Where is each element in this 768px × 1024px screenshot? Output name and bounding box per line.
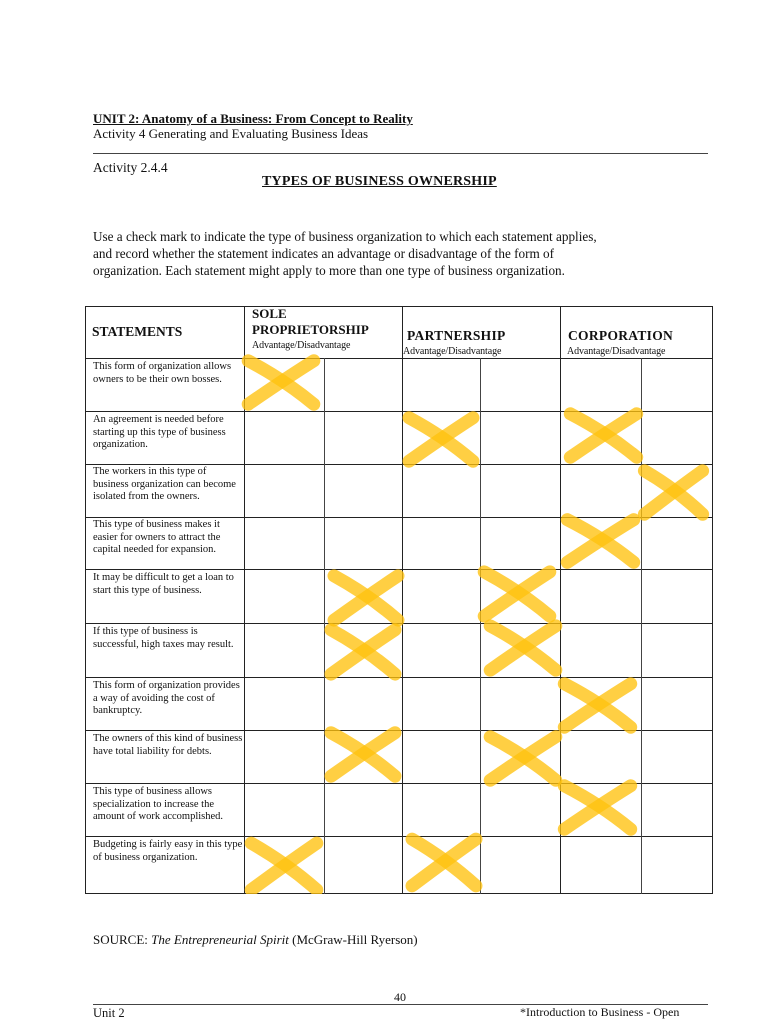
statements-header: STATEMENTS [92, 324, 183, 339]
unit-title: UNIT 2: Anatomy of a Business: From Concept to Reality [93, 111, 413, 126]
page-title: TYPES OF BUSINESS OWNERSHIP [262, 174, 497, 189]
table-subcolumn-divider [480, 358, 481, 894]
highlight-x-mark [334, 576, 398, 620]
table-subcolumn-divider [641, 358, 642, 894]
highlight-stroke-up [412, 839, 476, 886]
highlight-x-mark [564, 786, 630, 829]
highlight-stroke-down [412, 839, 476, 886]
highlight-x-mark [490, 626, 556, 670]
table-header-divider [85, 358, 713, 359]
highlight-stroke-down [331, 733, 395, 776]
footer-unit: Unit 2 [93, 1006, 125, 1020]
table-border-left [85, 306, 86, 894]
header-divider [93, 153, 708, 154]
sole-header-line2: PROPRIETORSHIP [252, 322, 369, 337]
table-subcolumn-divider [324, 358, 325, 894]
highlight-stroke-down [564, 684, 630, 727]
highlight-stroke-down [490, 737, 556, 780]
highlight-stroke-up [490, 737, 556, 780]
source-work-title: The Entrepreneurial Spirit [151, 932, 289, 947]
highlight-stroke-up [334, 576, 398, 620]
highlight-stroke-up [331, 630, 395, 674]
table-row-divider [85, 517, 713, 518]
table-border-right [712, 306, 713, 894]
partnership-header: PARTNERSHIP [407, 328, 506, 343]
sole-header-line1: SOLE [252, 306, 287, 321]
table-column-divider [560, 306, 561, 894]
instructions-line: and record whether the statement indicates an advantage or disadvantage of the form of [93, 246, 555, 261]
statement-row-8: The owners of this kind of business have total liability for debts. [93, 733, 243, 757]
highlight-stroke-down [334, 576, 398, 620]
highlight-x-mark [331, 733, 395, 776]
highlight-x-mark [251, 843, 317, 890]
highlight-stroke-down [570, 414, 636, 457]
highlight-x-mark [409, 418, 473, 461]
highlight-stroke-down [644, 471, 702, 514]
corporation-advantage-subheader: Advantage/Disadvantage [567, 346, 666, 357]
table-border-bottom [85, 893, 713, 894]
highlight-x-mark [570, 414, 636, 457]
highlight-x-mark [567, 520, 633, 563]
table-row-divider [85, 783, 713, 784]
source-citation [93, 932, 418, 948]
highlight-x-mark [412, 839, 476, 886]
highlight-stroke-down [484, 572, 550, 616]
highlight-stroke-down [564, 786, 630, 829]
sole-proprietorship-header [252, 306, 369, 354]
table-row-divider [85, 730, 713, 731]
highlight-x-mark [331, 630, 395, 674]
table-row-divider [85, 569, 713, 570]
statement-row-1: This form of organization allows owners to be their own bosses. [93, 361, 232, 385]
highlight-stroke-down [567, 520, 633, 563]
instructions [93, 228, 708, 279]
table-column-divider [244, 306, 245, 894]
page-number: 40 [394, 990, 406, 1004]
source-publisher: (McGraw-Hill Ryerson) [292, 932, 418, 947]
highlight-stroke-up [490, 626, 556, 670]
highlight-stroke-down [331, 630, 395, 674]
footer-course: *Introduction to Business - Open [520, 1005, 680, 1019]
highlight-x-mark [484, 572, 550, 616]
highlight-stroke-up [409, 418, 473, 461]
partnership-advantage-subheader: Advantage/Disadvantage [403, 346, 502, 357]
table-row-divider [85, 677, 713, 678]
highlight-stroke-up [564, 684, 630, 727]
highlight-x-mark [564, 684, 630, 727]
instructions-line: Use a check mark to indicate the type of business organization to which each statement applies, [93, 229, 597, 244]
statement-row-9: This type of business allows specialization to increase the amount of work accomplished. [93, 786, 224, 822]
activity-number: Activity 2.4.4 [93, 160, 168, 175]
activity-subtitle: Activity 4 Generating and Evaluating Business Ideas [93, 126, 369, 141]
highlight-stroke-down [251, 843, 317, 890]
instructions-line: organization. Each statement might apply to more than one type of business organization. [93, 263, 565, 278]
table-row-divider [85, 836, 713, 837]
source-label: SOURCE: [93, 932, 148, 947]
highlight-stroke-up [484, 572, 550, 616]
statement-row-6: If this type of business is successful, high taxes may result. [93, 626, 234, 650]
highlight-stroke-up [251, 843, 317, 890]
highlight-stroke-up [331, 733, 395, 776]
highlight-x-mark [248, 361, 314, 404]
table-border-top [85, 306, 713, 307]
table-row-divider [85, 411, 713, 412]
ownership-table [85, 306, 713, 894]
highlight-stroke-up [570, 414, 636, 457]
statement-row-3: The workers in this type of business organization can become isolated from the owners. [93, 466, 236, 502]
highlight-stroke-up [564, 786, 630, 829]
statement-row-4: This type of business makes it easier for owners to attract the capital needed for expansion. [93, 519, 221, 555]
highlight-stroke-down [490, 626, 556, 670]
table-column-divider [402, 306, 403, 894]
highlight-x-mark [490, 737, 556, 780]
highlight-stroke-down [248, 361, 314, 404]
table-row-divider [85, 464, 713, 465]
statement-row-10: Budgeting is fairly easy in this type of business organization. [93, 839, 243, 863]
corporation-header: CORPORATION [568, 328, 674, 343]
highlight-stroke-up [644, 471, 702, 514]
highlight-stroke-down [409, 418, 473, 461]
highlight-stroke-up [567, 520, 633, 563]
sole-advantage-subheader: Advantage/Disadvantage [252, 340, 351, 351]
highlight-stroke-up [248, 361, 314, 404]
statement-row-5: It may be difficult to get a loan to start this type of business. [93, 572, 234, 596]
statement-row-2: An agreement is needed before starting up this type of business organization. [93, 414, 226, 450]
table-row-divider [85, 623, 713, 624]
statement-row-7: This form of organization provides a way of avoiding the cost of bankruptcy. [93, 680, 240, 716]
highlight-x-mark [644, 471, 702, 514]
